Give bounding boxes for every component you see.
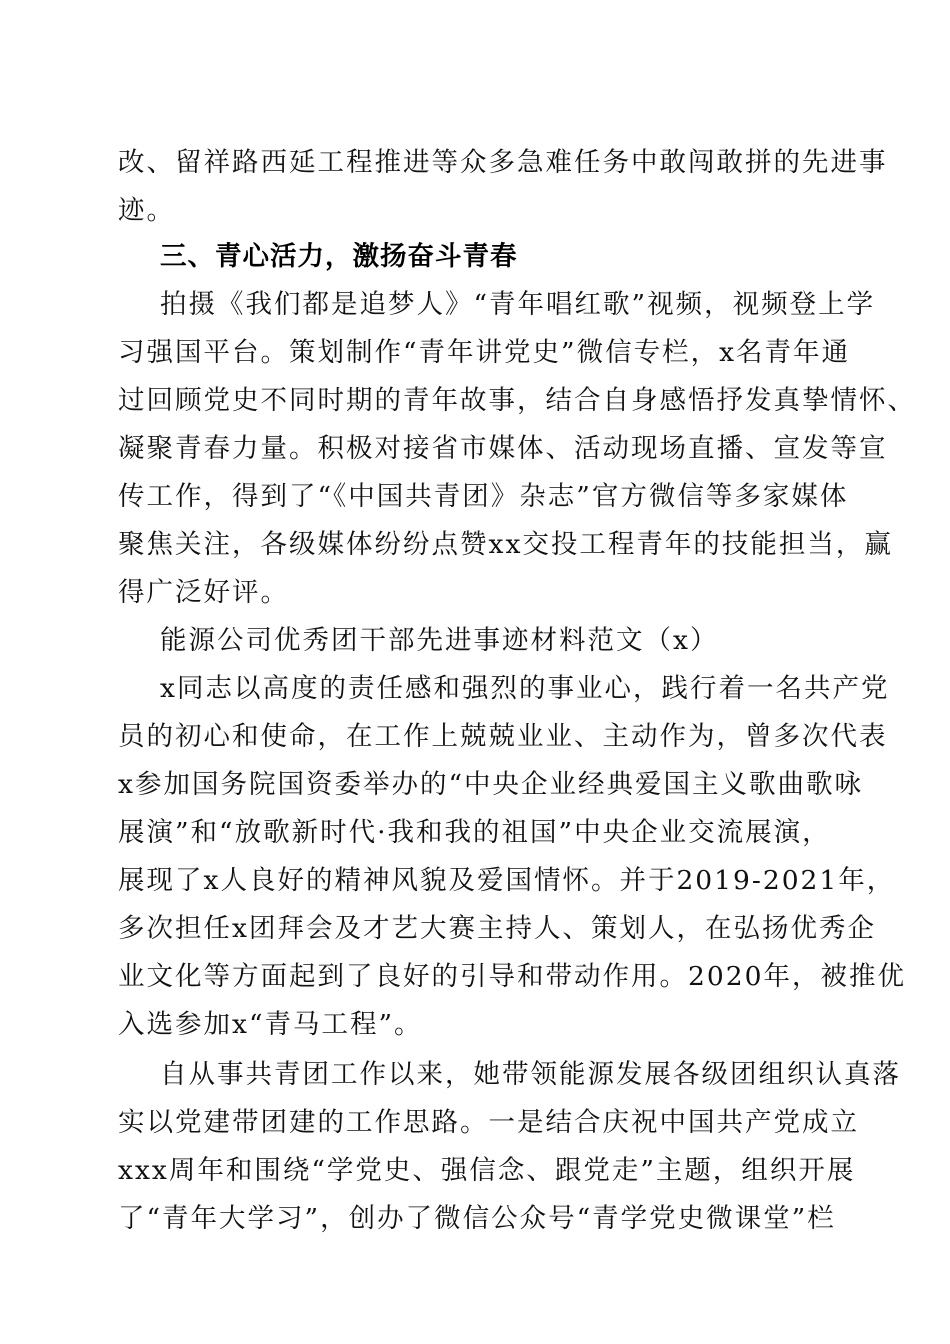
text-line: 业文化等方面起到了良好的引导和带动作用。2020年，被推优: [118, 961, 906, 992]
text-line: 展演”和“放歌新时代·我和我的祖国”中央企业交流展演，: [118, 817, 831, 848]
text-line: 拍摄《我们都是追梦人》“青年唱红歌”视频，视频登上学: [160, 289, 876, 320]
section-heading: 三、青心活力，激扬奋斗青春: [160, 241, 518, 272]
text-line: 多次担任x团拜会及才艺大赛主持人、策划人，在弘扬优秀企: [118, 913, 876, 944]
text-line: 改、留祥路西延工程推进等众多急难任务中敢闯敢拼的先进事: [118, 147, 888, 178]
text-line: 得广泛好评。: [118, 577, 289, 608]
text-line: 入选参加x“青马工程”。: [118, 1009, 423, 1040]
text-line: x同志以高度的责任感和强烈的事业心，践行着一名共产党: [160, 673, 890, 704]
text-line: 实以党建带团建的工作思路。一是结合庆祝中国共产党成立: [118, 1107, 859, 1138]
text-line: 展现了x人良好的精神风貌及爱国情怀。并于2019-2021年，: [118, 865, 896, 896]
text-line: 传工作，得到了“《中国共青团》杂志”官方微信等多家媒体: [118, 481, 849, 512]
article-title: 能源公司优秀团干部先进事迹材料范文（x）: [160, 625, 719, 656]
text-line: 了“青年大学习”，创办了微信公众号“青学党史微课堂”栏: [118, 1203, 836, 1234]
text-line: 自从事共青团工作以来，她带领能源发展各级团组织认真落: [160, 1059, 901, 1090]
text-line: 迹。: [118, 195, 175, 226]
text-line: x参加国务院国资委举办的“中央企业经典爱国主义歌曲歌咏: [118, 769, 863, 800]
text-line: 凝聚青春力量。积极对接省市媒体、活动现场直播、宣发等宣: [118, 433, 888, 464]
text-line: xxx周年和围绕“学党史、强信念、跟党走”主题，组织开展: [118, 1155, 856, 1186]
text-line: 聚焦关注，各级媒体纷纷点赞xx交投工程青年的技能担当，赢: [118, 529, 893, 560]
text-line: 员的初心和使命，在工作上兢兢业业、主动作为，曾多次代表: [118, 721, 888, 752]
text-line: 习强国平台。策划制作“青年讲党史”微信专栏，x名青年通: [118, 337, 851, 368]
text-line: 过回顾党史不同时期的青年故事，结合自身感悟抒发真挚情怀、: [118, 385, 916, 416]
